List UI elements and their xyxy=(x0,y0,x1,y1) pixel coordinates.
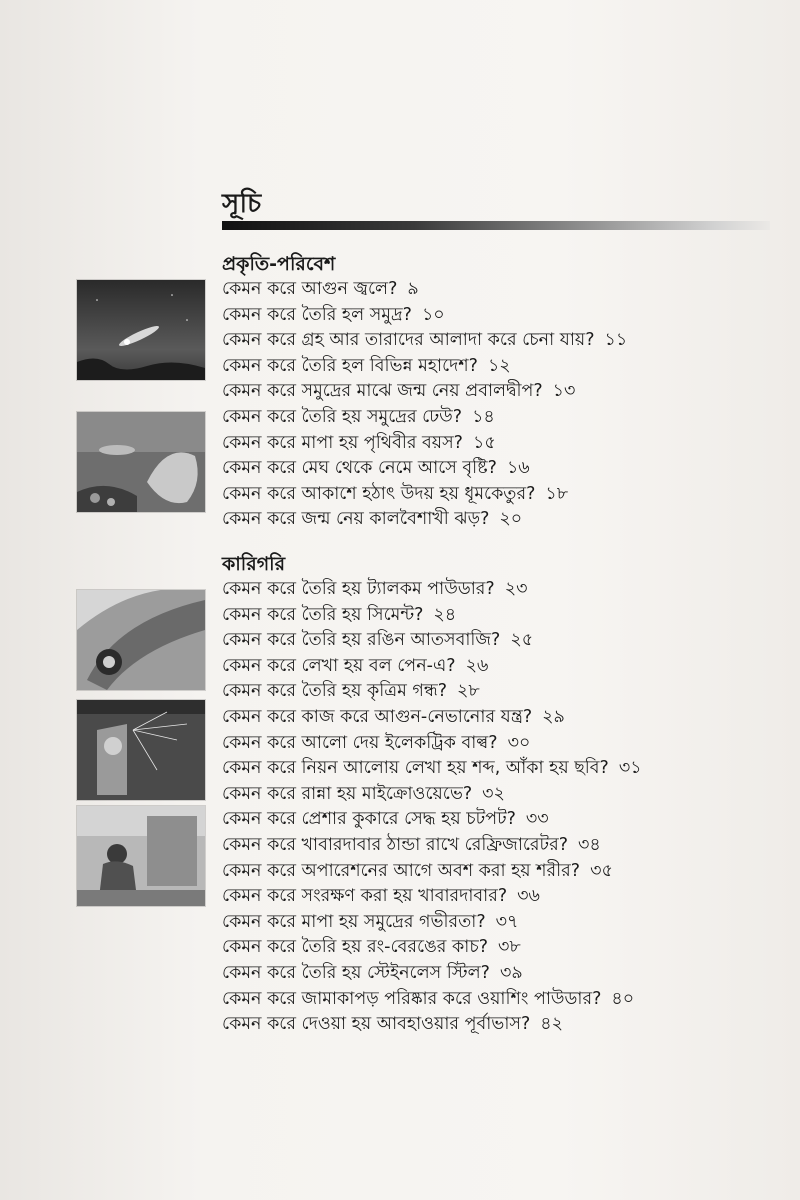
toc-entry-title: কেমন করে তৈরি হয় সমুদ্রের ঢেউ? xyxy=(222,406,463,427)
toc-entry-title: কেমন করে তৈরি হয় সিমেন্ট? xyxy=(222,604,424,625)
toc-entry xyxy=(222,628,782,654)
toc-page-number: ২৬ xyxy=(465,655,489,676)
welding-sparks-photo xyxy=(77,700,205,800)
toc-page-number: ৩৪ xyxy=(578,834,601,855)
toc-entry xyxy=(222,833,782,859)
toc-entry-title: কেমন করে রান্না হয় মাইক্রোওয়েভে? xyxy=(222,783,473,804)
toc-entry xyxy=(222,603,782,629)
toc-page-number: ৯ xyxy=(407,279,419,299)
toc-list xyxy=(222,577,782,1038)
toc-entry-title: কেমন করে তৈরি হয় রং-বেরঙের কাচ? xyxy=(222,937,489,958)
workshop-photo xyxy=(77,806,205,906)
toc-entry-title: কেমন করে তৈরি হল বিভিন্ন মহাদেশ? xyxy=(222,355,478,376)
toc-page-number: ৩৭ xyxy=(495,911,519,932)
ball-pen-tip-photo xyxy=(77,590,205,690)
toc-page-number: ৪২ xyxy=(540,1014,563,1035)
toc-entry xyxy=(222,431,782,457)
toc-entry-title: কেমন করে তৈরি হয় রঙিন আতসবাজি? xyxy=(222,630,501,651)
toc-entry-title: কেমন করে কাজ করে আগুন-নেভানোর যন্ত্র? xyxy=(222,706,533,727)
section-technology xyxy=(222,551,782,1038)
toc-entry-title: কেমন করে জামাকাপড় পরিষ্কার করে ওয়াশিং পাউডার? xyxy=(222,988,602,1009)
toc-entry-title: কেমন করে সংরক্ষণ করা হয় খাবারদাবার? xyxy=(222,886,508,907)
toc-page-number: ১১ xyxy=(604,330,628,351)
toc-page-number: ৩৯ xyxy=(499,962,523,983)
toc-entry-title: কেমন করে আগুন জ্বলে? xyxy=(222,279,398,299)
toc-entry-title: কেমন করে মেঘ থেকে নেমে আসে বৃষ্টি? xyxy=(222,458,497,479)
toc-page-number: ৪০ xyxy=(611,988,635,1009)
toc-entry xyxy=(222,405,782,431)
toc-entry xyxy=(222,507,782,533)
toc-page-number: ১৮ xyxy=(545,483,569,504)
comet-night-sky-photo xyxy=(77,280,205,380)
toc-entry xyxy=(222,303,782,329)
toc-entry xyxy=(222,705,782,731)
toc-entry-title: কেমন করে মাপা হয় পৃথিবীর বয়স? xyxy=(222,432,463,453)
toc-page-number: ৩১ xyxy=(618,758,642,779)
toc-page-number: ১৪ xyxy=(472,406,495,427)
toc-entry-title: কেমন করে মাপা হয় সমুদ্রের গভীরতা? xyxy=(222,911,486,932)
toc-page-number: ২৮ xyxy=(457,681,480,702)
toc-page-number: ৩২ xyxy=(482,783,505,804)
toc-entry xyxy=(222,731,782,757)
toc-entry xyxy=(222,679,782,705)
toc-page-number: ১৬ xyxy=(506,458,530,479)
toc-entry-title: কেমন করে জন্ম নেয় কালবৈশাখী ঝড়? xyxy=(222,509,490,530)
toc-entry-title: কেমন করে তৈরি হয় ট্যালকম পাউডার? xyxy=(222,579,495,599)
toc-entry xyxy=(222,482,782,508)
toc-page-number: ৩০ xyxy=(507,732,531,753)
toc-page-number: ২৪ xyxy=(433,604,457,625)
toc-entry xyxy=(222,354,782,380)
toc-entry xyxy=(222,456,782,482)
toc-entry xyxy=(222,1012,782,1038)
toc-entry xyxy=(222,987,782,1013)
toc-entry xyxy=(222,654,782,680)
toc-entry-title: কেমন করে প্রেশার কুকারে সেদ্ধ হয় চটপট? xyxy=(222,809,516,830)
toc-entry xyxy=(222,961,782,987)
toc-entry-title: কেমন করে সমুদ্রের মাঝে জন্ম নেয় প্রবালদ্বীপ? xyxy=(222,381,543,402)
toc-entry xyxy=(222,577,782,603)
section-heading: কারিগরি xyxy=(222,553,286,575)
toc-page-number: ১০ xyxy=(421,304,445,325)
toc-page-number: ৩৩ xyxy=(525,809,549,830)
toc-page-number: ২৯ xyxy=(542,706,565,727)
toc-entry xyxy=(222,782,782,808)
toc-entry-title: কেমন করে অপারেশনের আগে অবশ করা হয় শরীর? xyxy=(222,860,581,881)
toc-page-number: ১৫ xyxy=(472,432,496,453)
toc-page-number: ৩৮ xyxy=(498,937,521,958)
toc-entry xyxy=(222,910,782,936)
toc-entry-title: কেমন করে তৈরি হয় কৃত্রিম গন্ধ? xyxy=(222,681,448,702)
toc-entry-title: কেমন করে নিয়ন আলোয় লেখা হয় শব্দ, আঁকা হয় ছবি? xyxy=(222,758,609,779)
title-underline-bar xyxy=(222,221,770,230)
toc-entry xyxy=(222,807,782,833)
toc-entry xyxy=(222,859,782,885)
toc-entry-title: কেমন করে তৈরি হল সমুদ্র? xyxy=(222,304,412,325)
toc-page-number: ৩৬ xyxy=(517,886,540,907)
toc-entry-title: কেমন করে তৈরি হয় স্টেইনলেস স্টিল? xyxy=(222,962,490,983)
toc-entry xyxy=(222,277,782,303)
toc-entry-title: কেমন করে লেখা হয় বল পেন-এ? xyxy=(222,655,456,676)
toc-entry-title: কেমন করে গ্রহ আর তারাদের আলাদা করে চেনা যায়? xyxy=(222,330,595,351)
toc-page-number: ২০ xyxy=(499,509,523,530)
toc-entry xyxy=(222,328,782,354)
toc-entry xyxy=(222,756,782,782)
section-heading: প্রকৃতি-পরিবেশ xyxy=(222,253,336,275)
toc-entry xyxy=(222,884,782,910)
toc-entry-title: কেমন করে দেওয়া হয় আবহাওয়ার পূর্বাভাস? xyxy=(222,1014,531,1035)
section-nature xyxy=(222,251,782,533)
toc-entry-title: কেমন করে খাবারদাবার ঠান্ডা রাখে রেফ্রিজারেটর? xyxy=(222,834,569,855)
toc-page-number: ২৫ xyxy=(510,630,534,651)
toc-page-number: ২৩ xyxy=(504,579,528,599)
toc-entry-title: কেমন করে আলো দেয় ইলেকট্রিক বাল্ব? xyxy=(222,732,498,753)
toc-entry-title: কেমন করে আকাশে হঠাৎ উদয় হয় ধূমকেতুর? xyxy=(222,483,536,504)
toc-entry xyxy=(222,935,782,961)
page-title: সূচি xyxy=(222,189,262,219)
toc-page-number: ৩৫ xyxy=(590,860,613,881)
toc-page-number: ১২ xyxy=(487,355,511,376)
toc-entry xyxy=(222,379,782,405)
coral-reef-photo xyxy=(77,412,205,512)
toc-list xyxy=(222,277,782,533)
toc-page-number: ১৩ xyxy=(552,381,576,402)
